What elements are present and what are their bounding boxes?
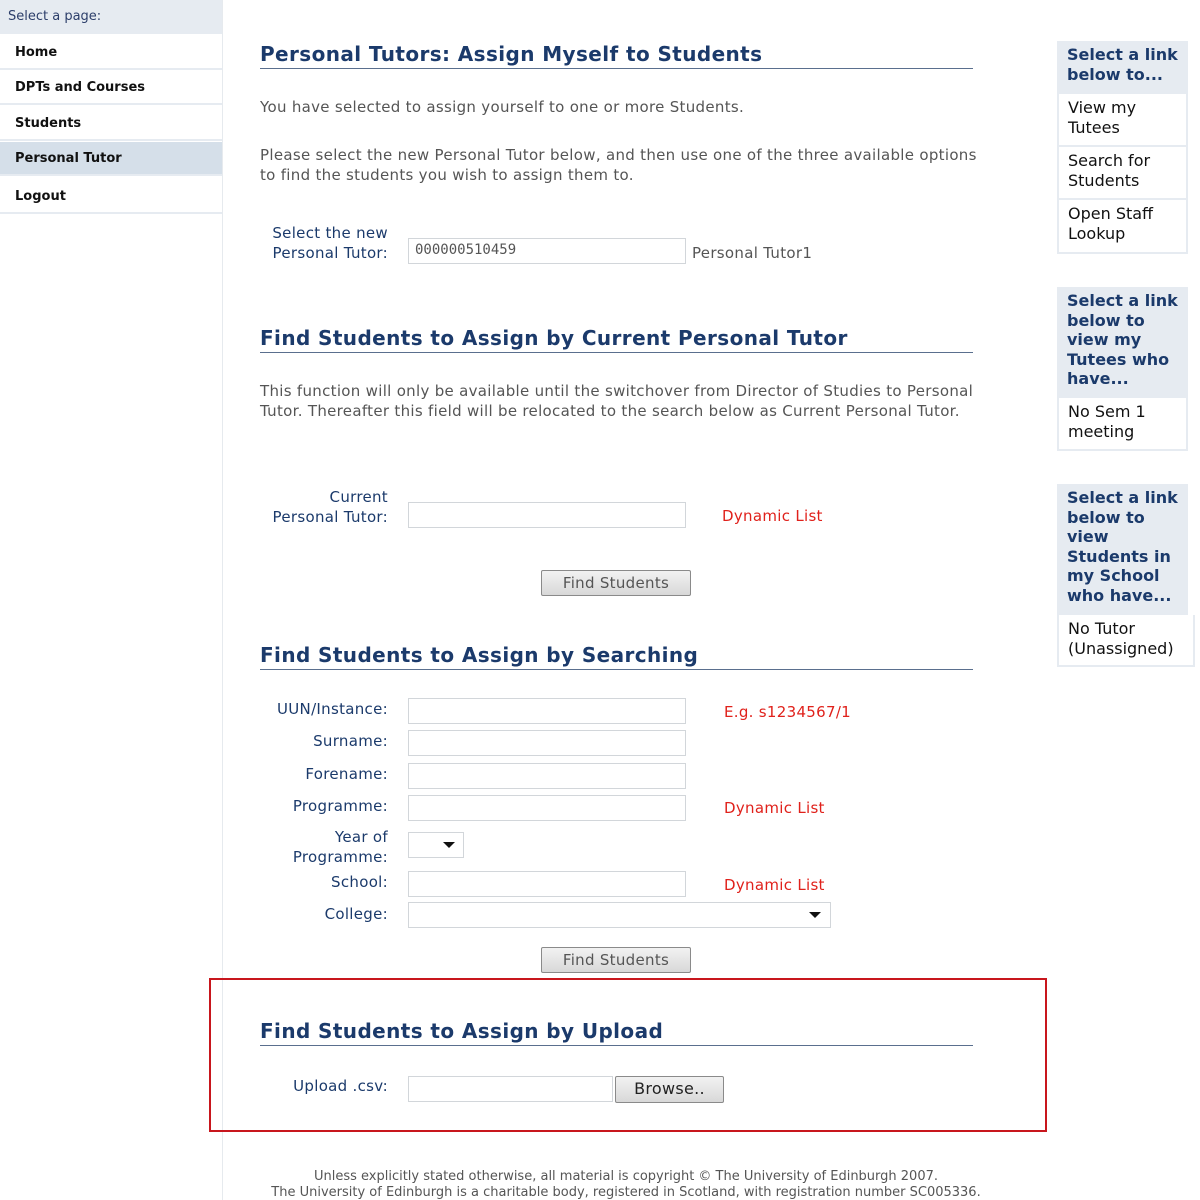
nav-item-personal-tutor[interactable]: Personal Tutor <box>0 142 222 176</box>
forename-label: Forename: <box>305 765 388 783</box>
current-tutor-note: Dynamic List <box>722 507 823 525</box>
right-panel-heading-3: Select a link below to view Students in my School who have... <box>1057 484 1188 615</box>
page-title: Personal Tutors: Assign Myself to Students <box>260 42 973 69</box>
new-tutor-input[interactable]: 000000510459 <box>408 238 686 264</box>
no-sem1-meeting-link[interactable]: No Sem 1 meeting <box>1057 398 1188 451</box>
nav-item-logout[interactable]: Logout <box>0 180 222 214</box>
footer-copyright: Unless explicitly stated otherwise, all material is copyright © The University of Edinburgh 2007. <box>313 1169 939 1184</box>
nav-heading: Select a page: <box>0 0 222 34</box>
programme-label: Programme: <box>292 797 388 815</box>
current-tutor-label: Current Personal Tutor: <box>272 488 388 526</box>
uun-example-note: E.g. s1234567/1 <box>724 703 852 721</box>
uun-input[interactable] <box>408 698 686 724</box>
school-label: School: <box>331 873 388 891</box>
college-label: College: <box>324 905 388 923</box>
upload-file-input[interactable] <box>408 1076 613 1102</box>
school-input[interactable] <box>408 871 686 897</box>
instructions-text: Please select the new Personal Tutor below, and then use one of the three available options to find the students you wish to assign them to. <box>260 146 977 184</box>
section-search-title: Find Students to Assign by Searching <box>260 643 973 670</box>
programme-note: Dynamic List <box>724 799 825 817</box>
section-current-tutor-title: Find Students to Assign by Current Personal Tutor <box>260 326 973 353</box>
find-students-search-button[interactable]: Find Students <box>541 947 691 973</box>
upload-highlight-box <box>209 978 1047 1132</box>
section-upload-title: Find Students to Assign by Upload <box>260 1019 973 1046</box>
footer-charity: The University of Edinburgh is a charitable body, registered in Scotland, with registration number SC005336. <box>271 1185 981 1200</box>
year-of-programme-select[interactable] <box>408 832 464 858</box>
upload-csv-label: Upload .csv: <box>293 1077 388 1095</box>
school-note: Dynamic List <box>724 876 825 894</box>
college-select[interactable] <box>408 902 831 928</box>
surname-input[interactable] <box>408 730 686 756</box>
forename-input[interactable] <box>408 763 686 789</box>
surname-label: Surname: <box>313 732 388 750</box>
right-panel-heading-1: Select a link below to... <box>1057 41 1188 94</box>
chevron-down-icon <box>809 912 821 918</box>
programme-input[interactable] <box>408 795 686 821</box>
uun-label: UUN/Instance: <box>277 700 388 718</box>
no-tutor-unassigned-link[interactable]: No Tutor (Unassigned) <box>1057 615 1195 667</box>
intro-text: You have selected to assign yourself to one or more Students. <box>260 98 745 116</box>
nav-item-dpts-and-courses[interactable]: DPTs and Courses <box>0 71 222 105</box>
right-panel-heading-2: Select a link below to view my Tutees who have... <box>1057 287 1188 398</box>
left-navigation <box>0 0 223 1200</box>
new-tutor-name: Personal Tutor1 <box>692 244 813 262</box>
view-my-tutees-link[interactable]: View my Tutees <box>1057 94 1188 147</box>
search-for-students-link[interactable]: Search for Students <box>1057 147 1188 200</box>
open-staff-lookup-link[interactable]: Open Staff Lookup <box>1057 200 1188 254</box>
year-of-programme-label: Year of Programme: <box>292 828 388 866</box>
current-tutor-input[interactable] <box>408 502 686 528</box>
browse-button[interactable]: Browse.. <box>615 1076 724 1103</box>
nav-item-home[interactable]: Home <box>0 36 222 70</box>
section-current-tutor-description: This function will only be available until the switchover from Director of Studies to Personal Tutor. Thereafter this field will be relocated to the search below as Current Personal Tutor. <box>260 382 974 420</box>
find-students-button[interactable]: Find Students <box>541 570 691 596</box>
chevron-down-icon <box>443 842 455 848</box>
new-tutor-label: Select the new Personal Tutor: <box>272 224 388 262</box>
nav-item-students[interactable]: Students <box>0 107 222 141</box>
